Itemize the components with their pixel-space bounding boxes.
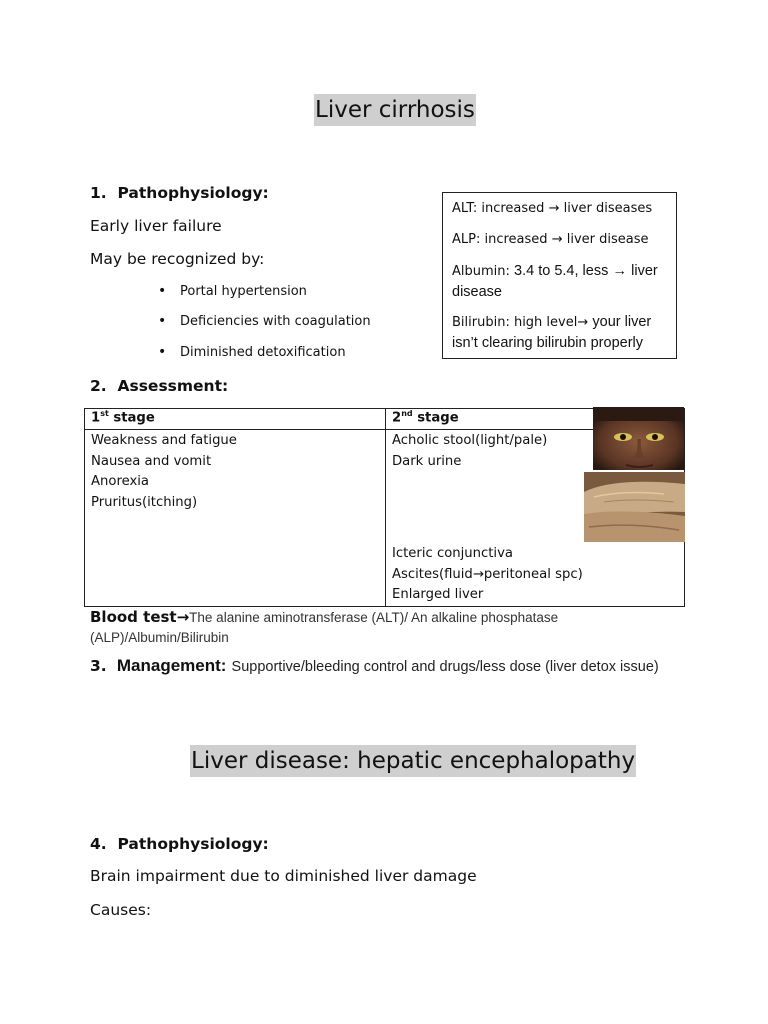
pathophysiology-heading (90, 184, 269, 202)
list-item: Anorexia (91, 474, 150, 489)
list-item: Weakness and fatigue (91, 433, 237, 448)
heading-text: Assessment: (117, 377, 229, 395)
list-item: Icteric conjunctiva (392, 546, 513, 561)
page-title: Liver cirrhosis (314, 94, 476, 126)
lab-alp: ALP: increased → liver disease (452, 232, 649, 247)
face-image-icon (593, 407, 684, 470)
blood-test-text: The alanine aminotransferase (ALT)/ An alkaline phosphatase (ALP)/Albumin/Bilirubin (90, 610, 559, 645)
skin-image-icon (584, 472, 685, 542)
heading-number: 1. (90, 184, 107, 202)
bullet-item (158, 313, 371, 329)
bullet-icon: • (158, 313, 167, 329)
list-item: Dark urine (392, 453, 462, 469)
stage-2-header: 2nd stage (386, 409, 685, 430)
patho-line-1: Early liver failure (90, 217, 222, 235)
arrow-icon: → (176, 608, 190, 626)
list-item: Ascites(fluid→peritoneal spc) (392, 566, 583, 582)
patho-line-2: May be recognized by: (90, 250, 265, 268)
section-title: Liver disease: hepatic encephalopathy (190, 745, 636, 777)
arrow-icon: → (548, 201, 560, 216)
management-text: Supportive/bleeding control and drugs/less dose (liver detox issue) (231, 659, 659, 675)
stage-1-header: 1st stage (85, 409, 386, 430)
heading-number: 4. (90, 835, 107, 853)
bullet-item (158, 344, 346, 360)
blood-test-paragraph (90, 607, 650, 647)
arrow-icon: → (472, 566, 484, 582)
heading-text: Pathophysiology: (117, 835, 269, 853)
list-item: Enlarged liver (392, 587, 484, 602)
arrow-icon: → (551, 232, 563, 247)
bullet-text: Deficiencies with coagulation (180, 314, 371, 329)
skin-photo (584, 472, 685, 542)
management-line (90, 656, 659, 676)
lab-alt: ALT: increased → liver diseases (452, 201, 653, 216)
lab-albumin: Albumin: 3.4 to 5.4, less → liver disease (452, 263, 658, 300)
lab-bilirubin: Bilirubin: high level→ your liver isn’t clearing bilirubin properly (452, 314, 652, 351)
list-item: Acholic stool(light/pale) (392, 433, 548, 448)
list-item: Pruritus(itching) (91, 494, 198, 510)
heading-number: 3. (90, 657, 107, 675)
bullet-icon: • (158, 344, 167, 360)
bullet-text: Diminished detoxification (180, 345, 346, 360)
jaundiced-eyes-photo (593, 407, 684, 470)
bullet-text: Portal hypertension (180, 284, 307, 299)
blood-test-label: Blood test (90, 608, 177, 626)
bullet-icon: • (158, 283, 167, 299)
list-item: Nausea and vomit (91, 453, 212, 469)
heading-text: Pathophysiology: (117, 184, 269, 202)
lab-values-box (442, 192, 677, 359)
pathophysiology-heading (90, 835, 269, 853)
assessment-heading (90, 377, 228, 395)
management-label: Management: (116, 656, 227, 675)
bullet-item (158, 283, 307, 299)
arrow-icon: → (577, 315, 589, 330)
stage-1-cell (85, 430, 386, 607)
patho-line-2: Causes: (90, 901, 152, 919)
arrow-icon: → (612, 263, 627, 279)
patho-line-1: Brain impairment due to diminished liver damage (90, 867, 477, 885)
heading-number: 2. (90, 377, 107, 395)
